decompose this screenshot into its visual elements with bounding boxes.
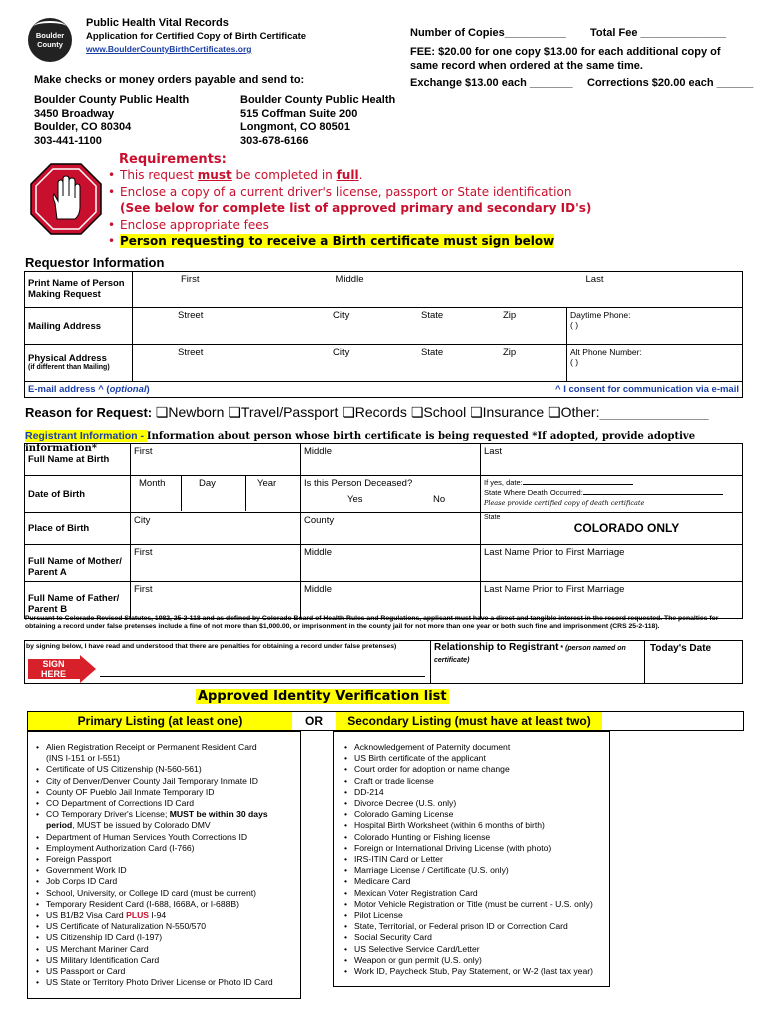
- list-item: • Department of Human Services Youth Corrections ID: [36, 832, 296, 843]
- logo-text-2: County: [37, 40, 63, 49]
- total-fee-field[interactable]: Total Fee ______________: [590, 27, 727, 39]
- sign-here-label: SIGN HERE: [41, 659, 67, 679]
- list-item: • CO Department of Corrections ID Card: [36, 798, 296, 809]
- list-item: • Foreign or International Driving License (with photo): [344, 843, 605, 854]
- list-item: • Government Work ID: [36, 865, 296, 876]
- daytime-phone-field[interactable]: Daytime Phone: ( ): [567, 308, 743, 345]
- requestor-last[interactable]: Last: [523, 272, 743, 308]
- logo-text-1: Boulder: [35, 31, 65, 40]
- mother-last-prior[interactable]: Last Name Prior to First Marriage: [481, 545, 743, 582]
- list-item: • County OF Pueblo Jail Inmate Temporary ID: [36, 787, 296, 798]
- registrant-first[interactable]: First: [131, 444, 301, 476]
- registrant-table: [24, 443, 743, 619]
- office-city: Longmont, CO 80501: [240, 121, 351, 133]
- secondary-list: [333, 731, 610, 987]
- list-item: • US Selective Service Card/Letter: [344, 944, 605, 955]
- requirement-id-note: (See below for complete list of approved primary and secondary ID's): [120, 201, 592, 215]
- office-phone: 303-678-6166: [240, 134, 309, 147]
- reason-other[interactable]: ❏Other:______________: [548, 404, 709, 421]
- pob-label: Place of Birth: [25, 513, 131, 545]
- website-link[interactable]: www.BoulderCountyBirthCertificates.org: [86, 44, 252, 54]
- registrant-middle[interactable]: Middle: [301, 444, 481, 476]
- reason-newborn[interactable]: ❏Newborn: [155, 404, 225, 421]
- todays-date-field[interactable]: Today's Date: [650, 643, 712, 654]
- list-item: • Motor Vehicle Registration or Title (must be current - U.S. only): [344, 899, 605, 910]
- list-item: • Colorado Gaming License: [344, 809, 605, 820]
- alt-phone-field[interactable]: Alt Phone Number: ( ): [567, 345, 743, 382]
- reason-row: [25, 404, 743, 421]
- list-item: • Mexican Voter Registration Card: [344, 888, 605, 899]
- or-label: OR: [292, 712, 336, 730]
- physical-address-field[interactable]: Street City State Zip: [133, 345, 567, 382]
- registrant-heading: Registrant Information - Information about person whose birth certificate is being requested *If adopted, provide adoptive information*: [25, 430, 696, 454]
- list-item: • Weapon or gun permit (U.S. only): [344, 955, 605, 966]
- list-item: • Job Corps ID Card: [36, 876, 296, 887]
- list-item: • State, Territorial, or Federal prison ID or Correction Card: [344, 921, 605, 932]
- registrant-last[interactable]: Last: [481, 444, 743, 476]
- reason-travel[interactable]: ❏Travel/Passport: [228, 404, 339, 421]
- list-item: • Acknowledgement of Paternity document: [344, 742, 605, 753]
- requirement-sign: • Person requesting to receive a Birth certificate must sign below: [106, 233, 591, 250]
- fee-text: FEE: $20.00 for one copy $13.00 for each additional copy of same record when ordered at the same time.: [410, 46, 721, 72]
- reason-school[interactable]: ❏School: [410, 404, 467, 421]
- legal-notice: Pursuant to Colorado Revised Statutes, 1982, 25-2-118 and as defined by Colorado Board of Health Rules and Regulations, applicant must have a direct and tangible interest in the record requested. The penalties for obtaining a record under false pretenses include a fine of not more than $1,000.00, or imprisonment in the county jail for not more than one year or both such fine and imprisonment (CRS 25-2-118).: [25, 615, 719, 631]
- email-consent[interactable]: ^ I consent for communication via e-mail: [523, 382, 743, 398]
- requirement-fees: • Enclose appropriate fees: [106, 217, 591, 234]
- id-list-heading: Approved Identity Verification list: [198, 689, 447, 704]
- requirements-title: Requirements:: [119, 152, 227, 167]
- copies-field[interactable]: Number of Copies__________: [410, 27, 566, 39]
- requestor-middle[interactable]: Middle: [333, 272, 523, 308]
- list-item: • Medicare Card: [344, 876, 605, 887]
- list-item: • US Birth certificate of the applicant: [344, 753, 605, 764]
- pob-county[interactable]: County: [301, 513, 481, 545]
- list-item: (INS I-151 or I-551): [46, 753, 121, 764]
- office-boulder: [34, 94, 189, 148]
- boulder-county-logo: [28, 18, 72, 62]
- list-item: • Work ID, Paycheck Stub, Pay Statement, or W-2 (last tax year): [344, 966, 605, 977]
- dob-label: Date of Birth: [25, 476, 131, 513]
- list-item: • Pilot License: [344, 910, 605, 921]
- form-title: Public Health Vital Records: [86, 17, 229, 29]
- payable-instructions: Make checks or money orders payable and send to:: [34, 74, 305, 86]
- list-item: • Alien Registration Receipt or Permanent Resident Card: [36, 742, 296, 753]
- mother-label: Full Name of Mother/ Parent A: [25, 545, 131, 582]
- mailing-address-label: Mailing Address: [25, 308, 133, 345]
- father-label: Full Name of Father/ Parent B: [25, 582, 131, 619]
- deceased-no[interactable]: No: [433, 494, 446, 505]
- office-city: Boulder, CO 80304: [34, 121, 132, 133]
- office-street: 3450 Broadway: [34, 107, 115, 120]
- corrections-field[interactable]: Corrections $20.00 each ______: [587, 77, 754, 89]
- secondary-listing-head: Secondary Listing (must have at least two): [336, 712, 602, 730]
- stop-hand-icon: [30, 163, 102, 235]
- reason-insurance[interactable]: ❏Insurance: [470, 404, 545, 421]
- pob-city[interactable]: City: [131, 513, 301, 545]
- requirement-id-copy: • Enclose a copy of a current driver's license, passport or State identification: [106, 184, 591, 201]
- exchange-field[interactable]: Exchange $13.00 each _______: [410, 77, 573, 89]
- office-longmont: [240, 94, 395, 148]
- list-item: • US Passport or Card: [36, 966, 296, 977]
- list-item: • Temporary Resident Card (I-688, I668A, or I-688B): [36, 899, 296, 910]
- list-item: • IRS-ITIN Card or Letter: [344, 854, 605, 865]
- father-first[interactable]: First: [131, 582, 301, 619]
- deceased-field[interactable]: Is this Person Deceased? Yes No: [301, 476, 481, 513]
- list-item: • Hospital Birth Worksheet (within 6 months of birth): [344, 820, 605, 831]
- list-item: • Marriage License / Certificate (U.S. only): [344, 865, 605, 876]
- list-item: • US Certificate of Naturalization N-550/570: [36, 921, 296, 932]
- full-name-label: Full Name at Birth: [25, 444, 131, 476]
- reason-records[interactable]: ❏Records: [342, 404, 407, 421]
- list-item: • US Merchant Mariner Card: [36, 944, 296, 955]
- list-item: • US B1/B2 Visa Card PLUS I-94: [36, 910, 296, 921]
- office-street: 515 Coffman Suite 200: [240, 107, 358, 120]
- list-item: • City of Denver/Denver County Jail Temporary Inmate ID: [36, 776, 296, 787]
- father-middle[interactable]: Middle: [301, 582, 481, 619]
- mailing-address-field[interactable]: Street City State Zip: [133, 308, 567, 345]
- list-item: • Foreign Passport: [36, 854, 296, 865]
- list-item: • DD-214: [344, 787, 605, 798]
- list-item: • US Citizenship ID Card (I-197): [36, 932, 296, 943]
- requestor-heading: Requestor Information: [25, 255, 165, 270]
- primary-listing-head: Primary Listing (at least one): [28, 712, 292, 730]
- deceased-yes[interactable]: Yes: [347, 494, 363, 505]
- primary-list: [27, 731, 301, 999]
- list-item: period, MUST be issued by Colorado DMV: [46, 820, 211, 831]
- pob-state: State COLORADO ONLY: [481, 513, 743, 545]
- list-item: • Certificate of US Citizenship (N-560-561): [36, 764, 296, 775]
- form-subtitle: Application for Certified Copy of Birth Certificate: [86, 31, 307, 42]
- office-phone: 303-441-1100: [34, 134, 102, 147]
- office-name: Boulder County Public Health: [240, 94, 396, 106]
- list-item: • CO Temporary Driver's License; MUST be within 30 days: [36, 809, 296, 820]
- requirement-complete: • This request must be completed in full.: [106, 167, 591, 184]
- reason-label: Reason for Request:: [25, 405, 153, 420]
- signature-line[interactable]: [100, 676, 425, 677]
- list-item: • Colorado Hunting or Fishing license: [344, 832, 605, 843]
- print-name-label: Print Name of Person Making Request: [25, 272, 133, 308]
- list-item: • School, University, or College ID card (must be current): [36, 888, 296, 899]
- list-item: • Employment Authorization Card (I-766): [36, 843, 296, 854]
- list-item: • US Military Identification Card: [36, 955, 296, 966]
- requestor-first[interactable]: First: [133, 272, 333, 308]
- mother-first[interactable]: First: [131, 545, 301, 582]
- list-item: • US State or Territory Photo Driver License or Photo ID Card: [36, 977, 296, 988]
- father-last-prior[interactable]: Last Name Prior to First Marriage: [481, 582, 743, 619]
- death-info-field[interactable]: If yes, date: State Where Death Occurred: Please provide certified copy of death certificate: [481, 476, 743, 513]
- physical-address-label: Physical Address (if different than Mailing): [25, 345, 133, 382]
- email-field[interactable]: E-mail address ^ (optional): [25, 382, 523, 398]
- relationship-field[interactable]: Relationship to Registrant * (person named on certificate): [434, 642, 626, 664]
- dob-field[interactable]: Month Day Year: [131, 476, 301, 513]
- requestor-table: [24, 271, 743, 398]
- list-item: • Court order for adoption or name change: [344, 764, 605, 775]
- list-item: • Craft or trade license: [344, 776, 605, 787]
- list-item: • Social Security Card: [344, 932, 605, 943]
- requirements-block: [106, 152, 591, 250]
- office-name: Boulder County Public Health: [34, 94, 190, 106]
- list-item: • Divorce Decree (U.S. only): [344, 798, 605, 809]
- mother-middle[interactable]: Middle: [301, 545, 481, 582]
- signing-statement: by signing below, I have read and understood that there are penalties for obtaining a record under false pretenses): [26, 643, 397, 650]
